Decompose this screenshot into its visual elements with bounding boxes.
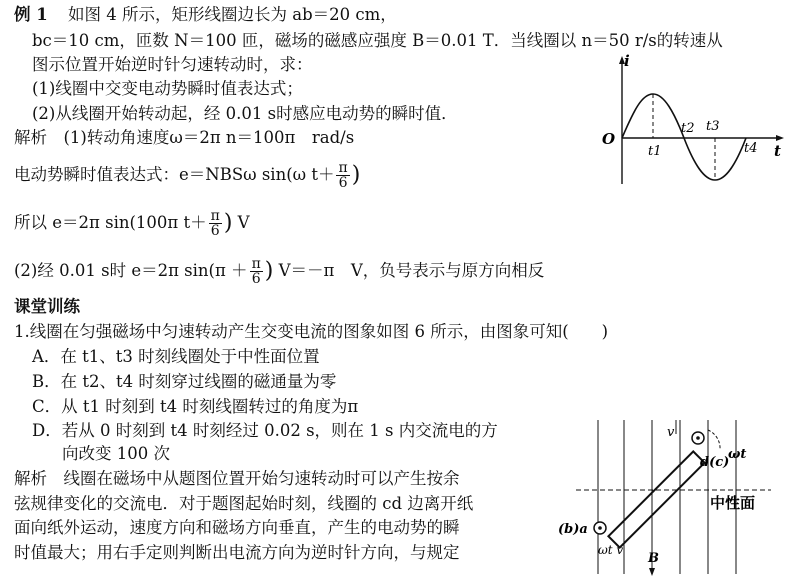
example-label: 例 1: [14, 5, 48, 24]
question-1: (1)线圈中交变电动势瞬时值表达式；: [32, 79, 303, 98]
coil-frame: [608, 451, 704, 547]
omega-t-label: ωt: [728, 447, 747, 462]
y-axis-label: i: [624, 52, 630, 70]
example-line-2: bc＝10 cm，匝数 N＝100 匝，磁场的磁感应强度 B＝0.01 T．当线圈以 n＝50 r/s的转速从: [32, 31, 723, 50]
velocity-label: v: [667, 425, 675, 440]
solution-line-4-tail: V＝－π V，负号表示与原方向相反: [278, 261, 545, 280]
field-b-label: B: [648, 551, 659, 566]
t3-label: t3: [706, 119, 720, 134]
analysis-line-1: 解析 线圈在磁场中从题图位置开始匀速转动时可以产生按余: [14, 469, 460, 488]
fraction-denominator: 6: [251, 271, 261, 287]
section-title: 课堂训练: [14, 297, 80, 316]
option-d-cont: 向改变 100 次: [62, 444, 170, 463]
solution-line-3: [14, 206, 250, 241]
question-stem: 1.线圈在匀强磁场中匀速转动产生交变电流的图象如图 6 所示，由图象可知( ): [14, 322, 609, 341]
solution-line-2: [14, 158, 360, 193]
solution-line-2-text: 电动势瞬时值表达式：e＝NBSω sin(ω t＋: [14, 165, 335, 184]
x-axis-arrow-icon: [776, 135, 784, 141]
fraction-pi-over-6: [250, 257, 263, 286]
option-a: A．在 t1、t3 时刻线圈处于中性面位置: [32, 347, 320, 366]
coil-rotation-figure: [556, 416, 788, 578]
question-2: (2)从线圈开始转动起，经 0.01 s时感应电动势的瞬时值．: [32, 104, 458, 123]
x-axis-label: t: [774, 142, 781, 160]
solution-line-3-text: 所以 e＝2π sin(100π t＋: [14, 213, 207, 232]
side-cd-center: [696, 436, 700, 440]
fraction-numerator: π: [338, 160, 348, 176]
t4-label: t4: [744, 141, 758, 156]
fraction-pi-over-6: [336, 161, 349, 190]
option-d: D．若从 0 时刻到 t4 时刻经过 0.02 s，则在 1 s 内交流电的方: [32, 421, 498, 440]
analysis-line-3: 面向纸外运动，速度方向和磁场方向垂直，产生的电动势的瞬: [14, 518, 460, 537]
coil: [608, 451, 704, 547]
fraction-numerator: π: [251, 256, 261, 272]
analysis-line-4: 时值最大；用右手定则判断出电流方向为逆时针方向，与规定: [14, 543, 460, 562]
option-b: B．在 t2、t4 时刻穿过线圈的磁通量为零: [32, 372, 337, 391]
fraction-numerator: π: [210, 208, 220, 224]
fraction-denominator: 6: [210, 223, 220, 239]
option-c: C．从 t1 时刻到 t4 时刻线圈转过的角度为π: [32, 397, 359, 416]
angle-arc: [708, 430, 720, 450]
t1-label: t1: [648, 144, 662, 159]
sine-curve: [622, 94, 746, 180]
close-paren: ): [264, 258, 274, 284]
example-line-3: 图示位置开始逆时针匀速转动时，求：: [32, 55, 313, 74]
unit-v: V: [237, 213, 250, 232]
fraction-denominator: 6: [338, 175, 348, 191]
analysis-line-2: 弦规律变化的交流电．对于题图起始时刻，线圈的 cd 边离开纸: [14, 494, 474, 513]
example-line-1: 如图 4 所示，矩形线圈边长为 ab＝20 cm，: [68, 5, 397, 24]
close-paren: ): [223, 210, 233, 236]
omega-t-v-label: ωt v: [598, 543, 624, 557]
fraction-pi-over-6: [209, 209, 222, 238]
close-paren: ): [351, 162, 361, 188]
solution-line-4-text: (2)经 0.01 s时 e＝2π sin(π ＋: [14, 261, 248, 280]
ba-label: (b)a: [558, 522, 588, 537]
solution-line-1: 解析 (1)转动角速度ω＝2π n＝100π rad/s: [14, 128, 355, 147]
t2-label: t2: [681, 121, 695, 136]
dc-label: d(c): [700, 455, 730, 470]
neutral-plane-label: 中性面: [710, 494, 756, 512]
side-ab-center: [598, 526, 602, 530]
origin-label: O: [602, 130, 616, 148]
current-time-graph: [598, 52, 788, 192]
solution-line-4: [14, 254, 544, 289]
field-arrow-icon: [649, 568, 655, 576]
